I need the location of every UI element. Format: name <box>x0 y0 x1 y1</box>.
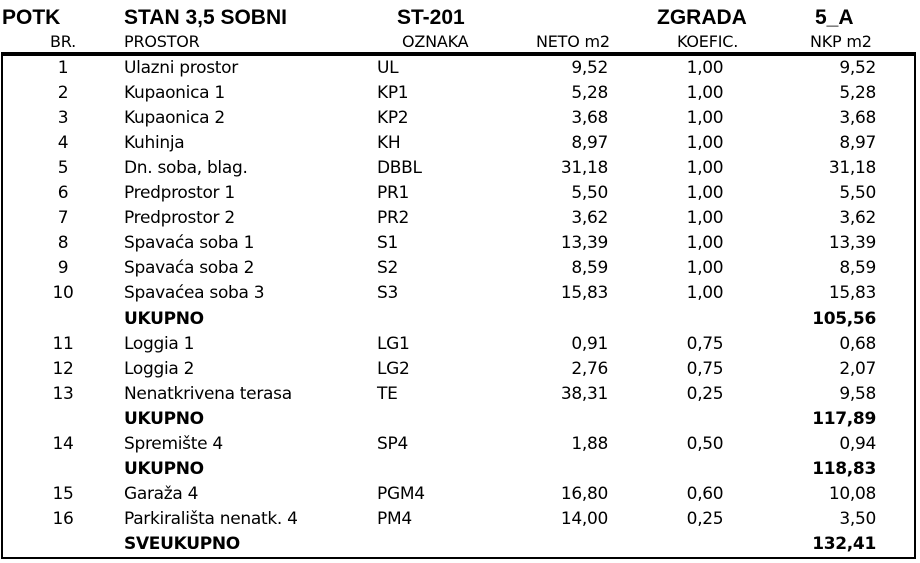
cell-nkp: 5,50 <box>839 183 876 204</box>
column-header-no: BR. <box>49 32 76 51</box>
cell-nkp: 13,39 <box>828 233 876 254</box>
cell-nkp: 9,52 <box>839 58 876 78</box>
cell-room: Garaža 4 <box>124 483 199 504</box>
cell-nkp: 3,50 <box>839 508 876 529</box>
cell-neto: 15,83 <box>560 283 608 304</box>
cell-no: 2 <box>57 83 69 104</box>
cell-room: Spavaćea soba 3 <box>124 283 265 304</box>
cell-nkp: 118,83 <box>812 458 876 479</box>
cell-koef: 0,60 <box>686 483 724 504</box>
cell-nkp: 0,94 <box>839 433 876 454</box>
cell-no: 14 <box>52 433 74 454</box>
cell-code: DBBL <box>377 158 422 179</box>
cell-code: PR1 <box>377 183 409 204</box>
cell-no: 12 <box>52 358 74 379</box>
column-header-nkp: NKP m2 <box>810 32 872 51</box>
cell-koef: 1,00 <box>686 83 724 104</box>
cell-nkp: 117,89 <box>812 408 876 429</box>
cell-neto: 13,39 <box>560 233 608 254</box>
title-code: ST-201 <box>397 6 465 29</box>
cell-koef: 1,00 <box>686 158 724 179</box>
cell-neto: 31,18 <box>560 158 608 179</box>
cell-room: Ulazni prostor <box>124 58 238 78</box>
cell-koef: 1,00 <box>686 233 724 254</box>
cell-room: Predprostor 1 <box>124 183 235 204</box>
cell-nkp: 3,62 <box>839 208 876 229</box>
table-row <box>0 181 920 206</box>
cell-no: 4 <box>57 133 69 154</box>
cell-koef: 1,00 <box>686 258 724 279</box>
cell-neto: 5,50 <box>571 183 608 204</box>
cell-neto: 9,52 <box>571 58 608 78</box>
cell-room: Kuhinja <box>124 133 185 154</box>
cell-no: 13 <box>52 383 74 404</box>
cell-nkp: 31,18 <box>828 158 876 179</box>
cell-no: 3 <box>57 108 69 129</box>
cell-code: S2 <box>377 258 399 279</box>
cell-neto: 8,59 <box>571 258 608 279</box>
column-header-koef: KOEFIC. <box>677 32 739 51</box>
cell-koef: 1,00 <box>686 133 724 154</box>
table-row <box>0 156 920 181</box>
cell-code: KH <box>377 133 401 154</box>
cell-koef: 1,00 <box>686 208 724 229</box>
table-row <box>0 382 920 407</box>
cell-code: LG1 <box>377 333 410 354</box>
cell-room: UKUPNO <box>124 308 204 329</box>
cell-code: KP2 <box>377 108 409 129</box>
cell-code: PM4 <box>377 508 412 529</box>
cell-code: PGM4 <box>377 483 425 504</box>
cell-no: 5 <box>57 158 69 179</box>
table-total-row <box>0 307 920 332</box>
cell-code: KP1 <box>377 83 409 104</box>
cell-koef: 1,00 <box>686 58 724 78</box>
table-row <box>0 206 920 231</box>
title-row <box>0 4 920 29</box>
cell-neto: 38,31 <box>560 383 608 404</box>
cell-room: UKUPNO <box>124 458 204 479</box>
title-building: 5_A <box>815 6 854 29</box>
header-divider <box>1 52 916 54</box>
table-total-row <box>0 407 920 432</box>
cell-room: Nenatkrivena terasa <box>124 383 292 404</box>
cell-neto: 8,97 <box>571 133 608 154</box>
cell-room: Loggia 2 <box>124 358 195 379</box>
cell-neto: 3,68 <box>571 108 608 129</box>
cell-room: SVEUKUPNO <box>124 533 240 554</box>
column-header-neto: NETO m2 <box>536 32 610 51</box>
cell-code: LG2 <box>377 358 410 379</box>
table-row <box>0 482 920 507</box>
cell-room: Kupaonica 1 <box>124 83 225 104</box>
cell-no: 8 <box>57 233 69 254</box>
cell-room: Spavaća soba 2 <box>124 258 255 279</box>
cell-nkp: 132,41 <box>812 533 876 554</box>
cell-neto: 14,00 <box>560 508 608 529</box>
cell-neto: 2,76 <box>571 358 608 379</box>
table-row <box>0 432 920 457</box>
column-header-code: OZNAKA <box>402 32 469 51</box>
cell-koef: 0,75 <box>686 333 724 354</box>
cell-room: Loggia 1 <box>124 333 195 354</box>
cell-code: S1 <box>377 233 399 254</box>
cell-koef: 0,25 <box>686 383 724 404</box>
table-row <box>0 281 920 306</box>
cell-code: TE <box>377 383 398 404</box>
cell-nkp: 2,07 <box>839 358 876 379</box>
cell-nkp: 9,58 <box>839 383 876 404</box>
table-row <box>0 256 920 281</box>
cell-nkp: 3,68 <box>839 108 876 129</box>
cell-no: 6 <box>57 183 69 204</box>
cell-code: S3 <box>377 283 399 304</box>
table-total-row <box>0 457 920 482</box>
cell-neto: 1,88 <box>571 433 608 454</box>
cell-nkp: 105,56 <box>812 308 876 329</box>
cell-no: 7 <box>57 208 69 229</box>
title-building-label: ZGRADA <box>657 6 747 29</box>
table-row <box>0 131 920 156</box>
cell-koef: 1,00 <box>686 283 724 304</box>
cell-room: Kupaonica 2 <box>124 108 225 129</box>
cell-nkp: 15,83 <box>828 283 876 304</box>
cell-room: Spremište 4 <box>124 433 223 454</box>
table-row <box>0 231 920 256</box>
table-row <box>0 507 920 532</box>
cell-no: 10 <box>52 283 74 304</box>
cell-room: Dn. soba, blag. <box>124 158 248 179</box>
cell-koef: 1,00 <box>686 183 724 204</box>
cell-koef: 0,50 <box>686 433 724 454</box>
table-row <box>0 106 920 131</box>
cell-nkp: 8,97 <box>839 133 876 154</box>
cell-koef: 0,75 <box>686 358 724 379</box>
cell-room: UKUPNO <box>124 408 204 429</box>
table-row <box>0 56 920 81</box>
cell-koef: 1,00 <box>686 108 724 129</box>
cell-room: Parkirališta nenatk. 4 <box>124 508 298 529</box>
table-row <box>0 332 920 357</box>
cell-nkp: 10,08 <box>828 483 876 504</box>
cell-neto: 0,91 <box>571 333 608 354</box>
table-row <box>0 81 920 106</box>
cell-no: 11 <box>52 333 74 354</box>
table-row <box>0 357 920 382</box>
cell-neto: 16,80 <box>560 483 608 504</box>
cell-code: SP4 <box>377 433 408 454</box>
cell-nkp: 0,68 <box>839 333 876 354</box>
cell-koef: 0,25 <box>686 508 724 529</box>
column-header-room: PROSTOR <box>124 32 200 51</box>
title-potk: POTK <box>2 6 61 29</box>
cell-no: 16 <box>52 508 74 529</box>
cell-no: 15 <box>52 483 74 504</box>
table-total-row <box>0 532 920 557</box>
cell-nkp: 8,59 <box>839 258 876 279</box>
cell-room: Spavaća soba 1 <box>124 233 255 254</box>
title-unit: STAN 3,5 SOBNI <box>124 6 287 29</box>
cell-room: Predprostor 2 <box>124 208 235 229</box>
cell-no: 9 <box>57 258 69 279</box>
cell-nkp: 5,28 <box>839 83 876 104</box>
cell-code: PR2 <box>377 208 409 229</box>
cell-code: UL <box>377 58 399 78</box>
cell-no: 1 <box>57 58 69 78</box>
cell-neto: 3,62 <box>571 208 608 229</box>
cell-neto: 5,28 <box>571 83 608 104</box>
